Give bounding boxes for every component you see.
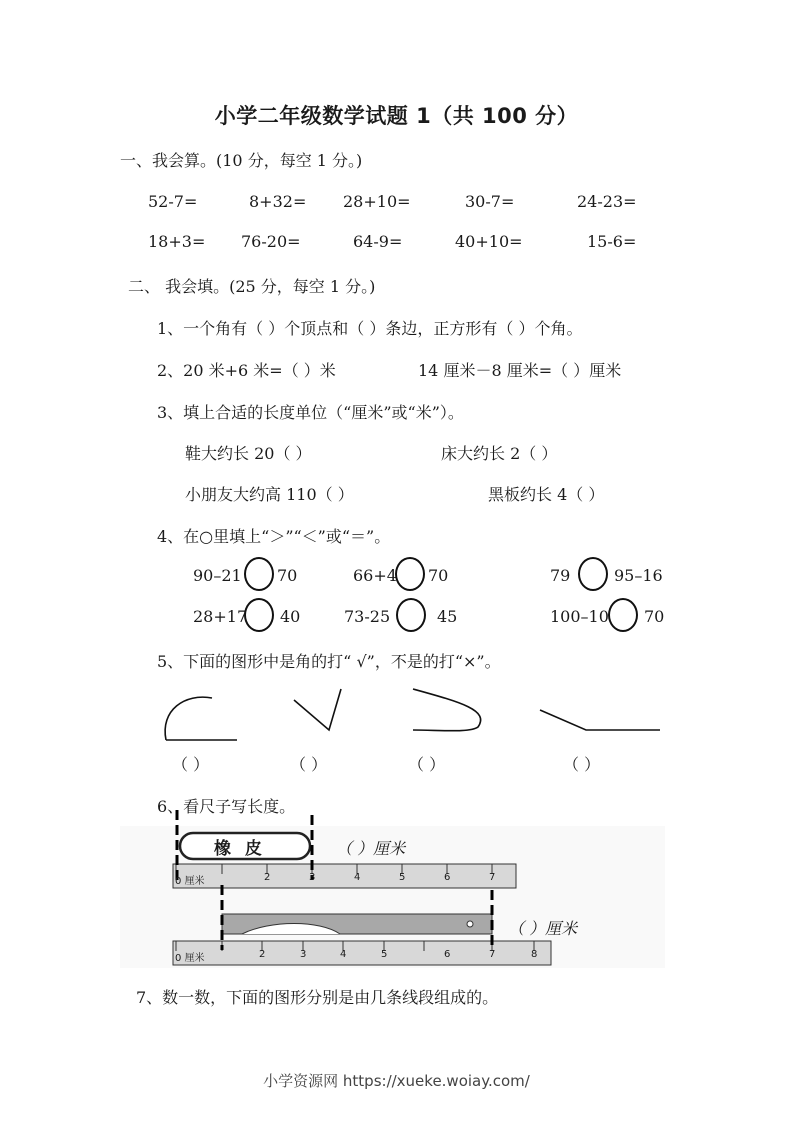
calc-item: 24-23= <box>577 192 637 211</box>
calc-item: 8+32= <box>249 192 307 211</box>
calc-item: 28+10= <box>343 192 411 211</box>
ruler-tick: 7 <box>489 949 496 960</box>
question-4-prompt: 4、在○里填上“＞”“＜”或“＝”。 <box>157 527 391 546</box>
calc-item: 15-6= <box>587 232 637 251</box>
ruler-tick: 5 <box>399 872 406 883</box>
compare-right: 70 <box>277 566 298 585</box>
compare-right: 45 <box>437 607 458 626</box>
answer-blank[interactable]: （ ） <box>290 755 328 774</box>
eraser-label: 橡 皮 <box>214 839 266 859</box>
question-3-item: 小朋友大约高 110（ ） <box>185 485 354 504</box>
section1-heading: 一、我会算。(10 分，每空 1 分。) <box>120 151 363 170</box>
ruler-tick: 4 <box>354 872 361 883</box>
answer-blank[interactable]: （ ） <box>172 755 210 774</box>
ruler-tick: 5 <box>381 949 388 960</box>
question-3-prompt: 3、填上合适的长度单位（“厘米”或“米”）。 <box>157 403 464 422</box>
question-6-prompt: 6、看尺子写长度。 <box>157 797 296 816</box>
compare-left: 66+4 <box>353 566 397 585</box>
section2-heading: 二、 我会填。(25 分，每空 1 分。) <box>128 277 376 296</box>
ruler-tick: 7 <box>489 872 496 883</box>
answer-blank-eraser[interactable]: （ ）厘米 <box>336 839 406 858</box>
compare-left: 79 <box>550 566 571 585</box>
calc-item: 76-20= <box>241 232 301 251</box>
calc-item: 64-9= <box>353 232 403 251</box>
ruler-tick: 4 <box>340 949 347 960</box>
answer-blank[interactable]: （ ） <box>563 755 601 774</box>
calc-item: 52-7= <box>148 192 198 211</box>
ruler-tick: 2 <box>264 872 271 883</box>
question-2b: 14 厘米－8 厘米=（ ）厘米 <box>418 361 622 380</box>
question-3-item: 鞋大约长 20（ ） <box>185 444 312 463</box>
calc-item: 18+3= <box>148 232 206 251</box>
compare-left: 28+17 <box>193 607 248 626</box>
compare-left: 100–10 <box>550 607 609 626</box>
compare-left: 73-25 <box>344 607 391 626</box>
ruler-tick: 6 <box>444 872 451 883</box>
footer-watermark: 小学资源网 https://xueke.woiay.com/ <box>263 1072 530 1090</box>
compare-right: 70 <box>644 607 665 626</box>
answer-blank[interactable]: （ ） <box>408 755 446 774</box>
ruler-tick: 2 <box>259 949 266 960</box>
question-2a: 2、20 米+6 米=（ ）米 <box>157 361 336 380</box>
question-5-prompt: 5、下面的图形中是角的打“ √”，不是的打“×”。 <box>157 652 501 671</box>
compare-left: 90–21 <box>193 566 242 585</box>
compare-right: 95–16 <box>614 566 663 585</box>
ruler-unit: 0 厘米 <box>175 953 205 964</box>
calc-item: 40+10= <box>455 232 523 251</box>
compare-right: 70 <box>428 566 449 585</box>
ruler-tick: 3 <box>309 872 316 883</box>
question-1: 1、一个角有（ ）个顶点和（ ）条边，正方形有（ ）个角。 <box>157 319 583 338</box>
answer-blank-strip[interactable]: （ ）厘米 <box>508 919 578 938</box>
question-3-item: 黑板约长 4（ ） <box>488 485 605 504</box>
question-3-item: 床大约长 2（ ） <box>441 444 558 463</box>
ruler-tick: 8 <box>531 949 538 960</box>
compare-right: 40 <box>280 607 301 626</box>
ruler-tick: 3 <box>300 949 307 960</box>
ruler-unit: 0 厘米 <box>175 876 205 887</box>
ruler-tick: 6 <box>444 949 451 960</box>
page-title: 小学二年级数学试题 1（共 100 分） <box>214 104 579 128</box>
calc-item: 30-7= <box>465 192 515 211</box>
question-7-prompt: 7、数一数，下面的图形分别是由几条线段组成的。 <box>136 988 499 1007</box>
